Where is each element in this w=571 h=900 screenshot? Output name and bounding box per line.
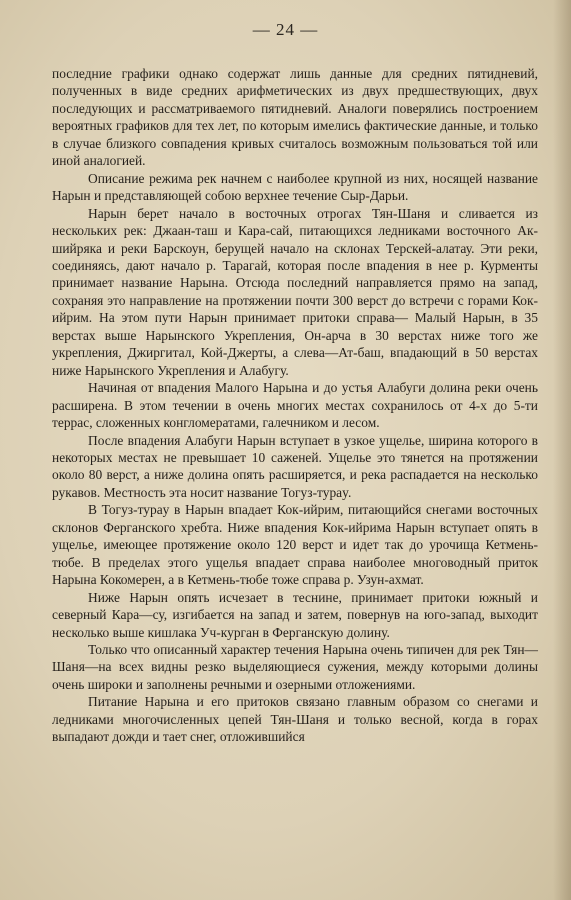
paragraph-continuation: последние графики однако содержат лишь данные для средних пятидневий, полученных в виде средних арифметических из двух предшествующих, двух последующих и рассматриваемого пятидневий. Аналоги поверялись построением вероятных графиков для тех лет, по которым имелись фактические данные, и только в случае близкого совпадения кривых считалось возможным пользоваться той или иной аналогией. bbox=[52, 66, 538, 169]
page-number: — 24 — bbox=[252, 20, 319, 39]
paragraph-river-regime-intro: Описание режима рек начнем с наиболее крупной из них, носящей название Нарын и представляющей собою верхнее течение Сыр-Дарьи. bbox=[52, 170, 538, 204]
body-text bbox=[52, 65, 538, 746]
paragraph-naryn-source: Нарын берет начало в восточных отрогах Тян-Шаня и сливается из нескольких рек: Джаан-таш и Кара-сай, питающихся ледниками восточного Ак-шийряка и реки Барскоун, берущей начало на склонах Терскей-алатау. Эти реки, соединяясь, дают начало р. Тарагай, которая после впадения в нее р. Курменты принимает название Нарына. Отсюда последний направляется прямо на запад, сохраняя это направление на протяжении почти 300 верст до встречи с горами Кок-ийрим. На этом пути Нарын принимает притоки справа— Малый Нарын, в 35 верстах выше Нарынского Укрепления, Он-арча в 30 верстах ниже того же укрепления, Джиргитал, Кой-Джерты, а слева—Ат-баш, впадающий в 50 верстах ниже Нарынского Укрепления и Алабугу. bbox=[52, 205, 538, 378]
paragraph-fergana-exit: Ниже Нарын опять исчезает в теснине, принимает притоки южный и северный Кара—су, изгибается на запад и затем, повернув на юго-запад, выходит несколько выше кишлака Уч-курган в Ферганскую долину. bbox=[52, 589, 538, 640]
paragraph-naryn-feeding: Питание Нарына и его притоков связано главным образом со снегами и ледниками многочисленных цепей Тян-Шаня и только весной, когда в горах выпадают дожди и тает снег, отложившийся bbox=[52, 694, 538, 745]
paragraph-tian-shan-character: Только что описанный характер течения Нарына очень типичен для рек Тян—Шаня—на всех видны резко выделяющиеся сужения, между которыми долины очень широки и заполнены речными и озерными отложениями. bbox=[52, 641, 538, 692]
page-edge-shadow bbox=[553, 0, 571, 900]
paragraph-gorge-alabuga: После впадения Алабуги Нарын вступает в узкое ущелье, ширина которого в некоторых местах не превышает 10 саженей. Ущелье это тянется на протяжении около 80 верст, а ниже долина опять расширяется, и река распадается на несколько рукавов. Местность эта носит название Тогуз-тураy. bbox=[52, 432, 538, 500]
paragraph-toguz-turau: В Тогуз-тураy в Нарын впадает Кок-ийрим, питающийся снегами восточных склонов Ферганского хребта. Ниже впадения Кок-ийрима Нарын вступает опять в ущелье, имеющее протяжение около 120 верст и идет так до урочища Кетмень-тюбе. В пределах этого ущелья впадает справа наиболее многоводный приток Нарына Кокомерен, а в Кетмень-тюбе тоже справа р. Узун-ахмат. bbox=[52, 502, 538, 588]
paragraph-valley-terraces: Начиная от впадения Малого Нарына и до устья Алабуги долина реки очень расширена. В этом течении в очень многих местах сохранилось от 4-х до 5-ти террас, сложенных конгломератами, галечником и лесом. bbox=[52, 380, 538, 431]
